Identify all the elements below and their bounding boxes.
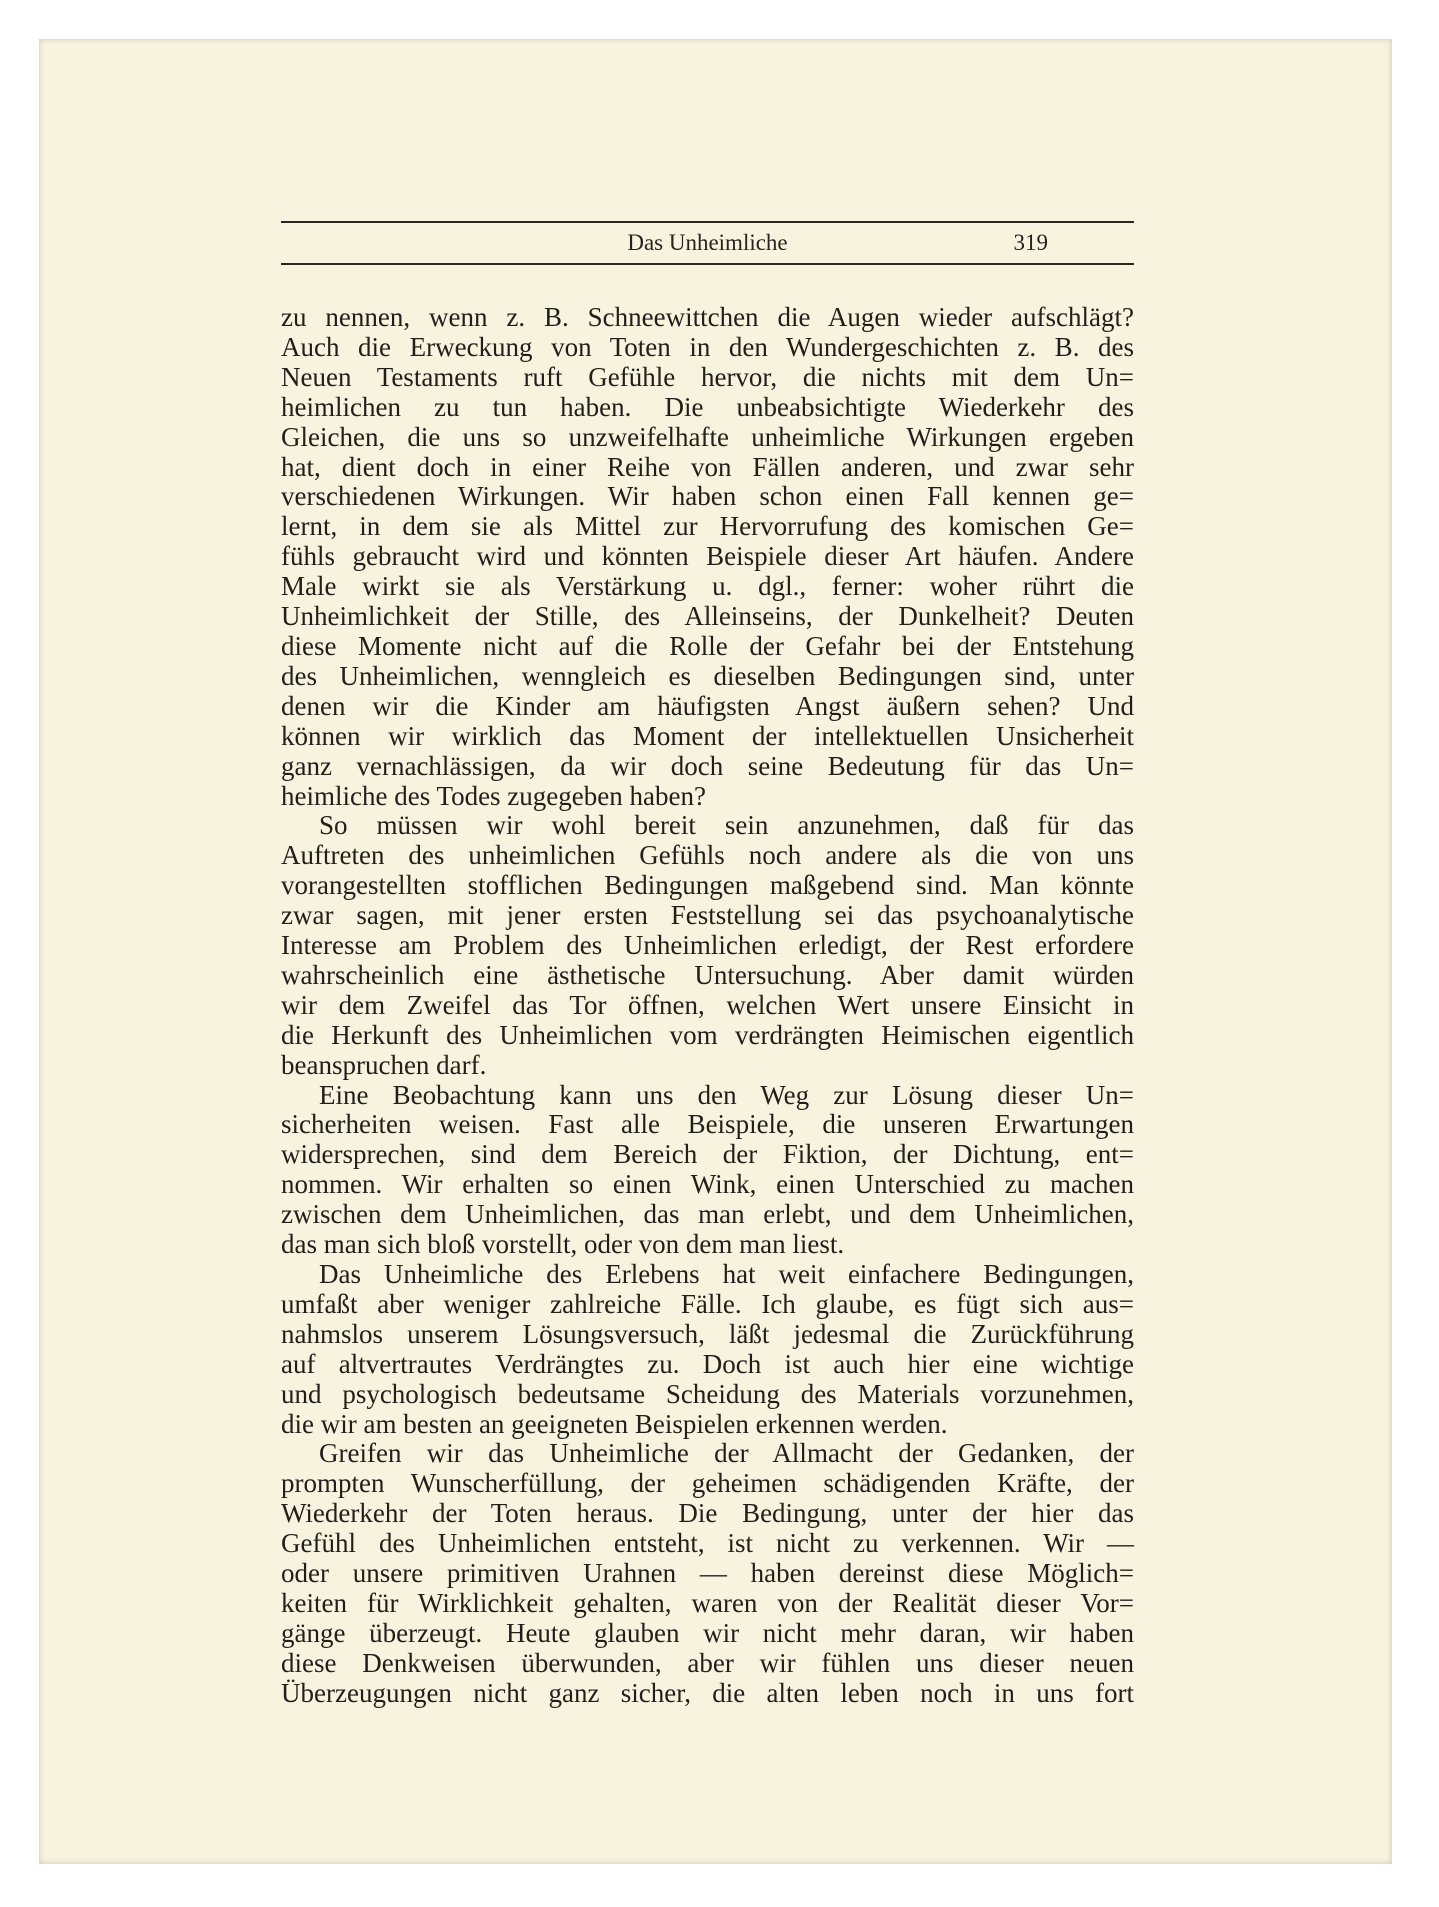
text-line: nahmslos unserem Lösungsversuch, läßt jedesmal die Zurückführung bbox=[281, 1318, 1134, 1349]
text-line: diese Momente nicht auf die Rolle der Gefahr bei der Entstehung bbox=[281, 630, 1134, 661]
text-line: keiten für Wirklichkeit gehalten, waren von der Realität dieser Vor= bbox=[281, 1587, 1134, 1618]
scanned-page bbox=[39, 39, 1392, 1864]
paragraph bbox=[281, 1439, 1134, 1708]
text-line: Das Unheimliche des Erlebens hat weit einfachere Bedingungen, bbox=[319, 1259, 1134, 1289]
text-line: heimliche des Todes zugegeben haben? bbox=[281, 780, 706, 811]
text-line: beanspruchen darf. bbox=[281, 1049, 487, 1080]
text-line: widersprechen, sind dem Bereich der Fiktion, der Dichtung, ent= bbox=[281, 1139, 1134, 1170]
text-line: Gleichen, die uns so unzweifelhafte unheimliche Wirkungen ergeben bbox=[281, 421, 1134, 452]
text-line: oder unsere primitiven Urahnen — haben dereinst diese Möglich= bbox=[281, 1558, 1134, 1589]
text-line: Auftreten des unheimlichen Gefühls noch andere als die von uns bbox=[281, 840, 1134, 871]
paragraph bbox=[281, 1081, 1134, 1260]
paragraph bbox=[281, 811, 1134, 1080]
text-line: zwischen dem Unheimlichen, das man erlebt, und dem Unheimlichen, bbox=[281, 1199, 1134, 1230]
text-line: Auch die Erweckung von Toten in den Wundergeschichten z. B. des bbox=[281, 331, 1134, 362]
text-line: Greifen wir das Unheimliche der Allmacht der Gedanken, der bbox=[319, 1438, 1134, 1469]
text-line: verschiedenen Wirkungen. Wir haben schon einen Fall kennen ge= bbox=[281, 481, 1134, 512]
text-line: gänge überzeugt. Heute glauben wir nicht mehr daran, wir haben bbox=[281, 1617, 1134, 1648]
text-line: lernt, in dem sie als Mittel zur Hervorrufung des komischen Ge= bbox=[281, 511, 1134, 542]
body-text bbox=[281, 303, 1134, 1709]
text-line: fühls gebraucht wird und könnten Beispiele dieser Art häufen. Andere bbox=[281, 541, 1134, 572]
text-line: Male wirkt sie als Verstärkung u. dgl., ferner: woher rührt die bbox=[281, 571, 1134, 602]
text-line: So müssen wir wohl bereit sein anzunehmen, daß für das bbox=[319, 810, 1134, 841]
running-title: Das Unheimliche bbox=[627, 230, 788, 255]
text-line: wahrscheinlich eine ästhetische Untersuchung. Aber damit würden bbox=[281, 959, 1134, 990]
text-line: Neuen Testaments ruft Gefühle hervor, die nichts mit dem Un= bbox=[281, 361, 1134, 392]
text-line: Interesse am Problem des Unheimlichen erledigt, der Rest erfordere bbox=[281, 930, 1134, 961]
text-line: zu nennen, wenn z. B. Schneewittchen die Augen wieder aufschlägt? bbox=[281, 302, 1134, 332]
text-line: hat, dient doch in einer Reihe von Fällen anderen, und zwar sehr bbox=[281, 451, 1134, 482]
page-number: 319 bbox=[1013, 230, 1048, 255]
text-line: nommen. Wir erhalten so einen Wink, einen Unterschied zu machen bbox=[281, 1169, 1134, 1200]
text-line: das man sich bloß vorstellt, oder von dem man liest. bbox=[281, 1229, 845, 1260]
text-line: Gefühl des Unheimlichen entsteht, ist nicht zu verkennen. Wir — bbox=[281, 1528, 1134, 1559]
text-line: sicherheiten weisen. Fast alle Beispiele, die unseren Erwartungen bbox=[281, 1109, 1134, 1140]
text-line: und psychologisch bedeutsame Scheidung des Materials vorzunehmen, bbox=[281, 1378, 1134, 1409]
text-line: umfaßt aber weniger zahlreiche Fälle. Ich glaube, es fügt sich aus= bbox=[281, 1288, 1134, 1319]
text-line: Unheimlichkeit der Stille, des Alleinseins, der Dunkelheit? Deuten bbox=[281, 601, 1134, 632]
text-line: auf altvertrautes Verdrängtes zu. Doch ist auch hier eine wichtige bbox=[281, 1348, 1134, 1379]
text-line: ganz vernachlässigen, da wir doch seine Bedeutung für das Un= bbox=[281, 750, 1134, 781]
text-line: die wir am besten an geeigneten Beispielen erkennen werden. bbox=[281, 1408, 948, 1439]
paragraph bbox=[281, 303, 1134, 811]
text-line: heimlichen zu tun haben. Die unbeabsichtigte Wiederkehr des bbox=[281, 391, 1134, 422]
text-line: diese Denkweisen überwunden, aber wir fühlen uns dieser neuen bbox=[281, 1647, 1134, 1678]
text-line: des Unheimlichen, wenngleich es dieselben Bedingungen sind, unter bbox=[281, 660, 1134, 691]
text-line: vorangestellten stofflichen Bedingungen maßgebend sind. Man könnte bbox=[281, 870, 1134, 901]
text-line: Überzeugungen nicht ganz sicher, die alten leben noch in uns fort bbox=[281, 1677, 1134, 1708]
text-line: zwar sagen, mit jener ersten Feststellung sei das psychoanalytische bbox=[281, 900, 1134, 931]
text-line: die Herkunft des Unheimlichen vom verdrängten Heimischen eigentlich bbox=[281, 1019, 1134, 1050]
text-line: Eine Beobachtung kann uns den Weg zur Lösung dieser Un= bbox=[319, 1079, 1134, 1110]
text-line: prompten Wunscherfüllung, der geheimen schädigenden Kräfte, der bbox=[281, 1468, 1134, 1499]
text-line: können wir wirklich das Moment der intellektuellen Unsicherheit bbox=[281, 720, 1134, 751]
text-line: Wiederkehr der Toten heraus. Die Bedingung, unter der hier das bbox=[281, 1498, 1134, 1529]
header-top-rule bbox=[281, 221, 1134, 223]
header-bottom-rule bbox=[281, 263, 1134, 265]
paragraph bbox=[281, 1260, 1134, 1439]
text-line: wir dem Zweifel das Tor öffnen, welchen Wert unsere Einsicht in bbox=[281, 989, 1134, 1020]
text-line: denen wir die Kinder am häufigsten Angst äußern sehen? Und bbox=[281, 690, 1134, 721]
